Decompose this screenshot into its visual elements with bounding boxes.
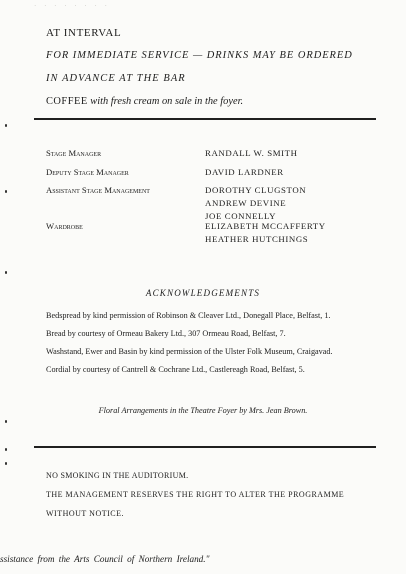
credit-name-wardrobe-1: ELIZABETH MCCAFFERTY (205, 221, 326, 231)
scan-mark-1 (5, 124, 7, 127)
credit-name-wardrobe-2: HEATHER HUTCHINGS (205, 234, 309, 244)
credit-role-assistant-stage-management: Assistant Stage Management (46, 185, 150, 195)
scan-mark-4 (5, 420, 7, 423)
scan-mark-5 (5, 448, 7, 451)
ack-line-3: Washstand, Ewer and Basin by kind permission of the Ulster Folk Museum, Craigavad. (46, 347, 333, 356)
credit-role-deputy-stage-manager: Deputy Stage Manager (46, 167, 129, 177)
management-notice-line-2: WITHOUT NOTICE. (46, 509, 125, 518)
coffee-rest: with fresh cream on sale in the foyer. (90, 96, 244, 107)
credit-role-wardrobe: Wardrobe (46, 221, 83, 231)
ack-line-2: Bread by courtesy of Ormeau Bakery Ltd., 307 Ormeau Road, Belfast, 7. (46, 329, 286, 338)
credit-name-asm-1: DOROTHY CLUGSTON (205, 185, 307, 195)
credit-name-asm-2: ANDREW DEVINE (205, 198, 287, 208)
divider-top (34, 118, 376, 120)
credit-role-stage-manager: Stage Manager (46, 148, 102, 158)
interval-coffee-line (46, 96, 243, 107)
coffee-word: COFFEE (46, 96, 88, 107)
management-notice-line-1: THE MANAGEMENT RESERVES THE RIGHT TO ALTER THE PROGRAMME (46, 490, 345, 499)
scan-mark-6 (5, 462, 7, 465)
credit-name-stage-manager: RANDALL W. SMITH (205, 148, 298, 158)
acknowledgements-heading: ACKNOWLEDGEMENTS (145, 288, 261, 298)
interval-service-line: FOR IMMEDIATE SERVICE — DRINKS MAY BE ORDERED (46, 50, 353, 61)
scan-mark-3 (5, 271, 7, 274)
divider-bottom (34, 446, 376, 448)
interval-heading: AT INTERVAL (46, 27, 122, 39)
no-smoking-notice: NO SMOKING IN THE AUDITORIUM. (46, 471, 189, 480)
arts-council-footer: ssistance from the Arts Council of Northern Ireland." (0, 554, 210, 564)
ack-line-4: Cordial by courtesy of Cantrell & Cochrane Ltd., Castlereagh Road, Belfast, 5. (46, 365, 305, 374)
scan-mark-2 (5, 190, 7, 193)
interval-advance-line: IN ADVANCE AT THE BAR (46, 73, 186, 84)
faint-top-text: · · · · · · · · (34, 2, 110, 10)
floral-arrangements-line: Floral Arrangements in the Theatre Foyer by Mrs. Jean Brown. (98, 406, 308, 415)
credit-name-asm-3: JOE CONNELLY (205, 211, 277, 221)
ack-line-1: Bedspread by kind permission of Robinson & Cleaver Ltd., Donegall Place, Belfast, 1. (46, 311, 331, 320)
credit-name-deputy-stage-manager: DAVID LARDNER (205, 167, 284, 177)
